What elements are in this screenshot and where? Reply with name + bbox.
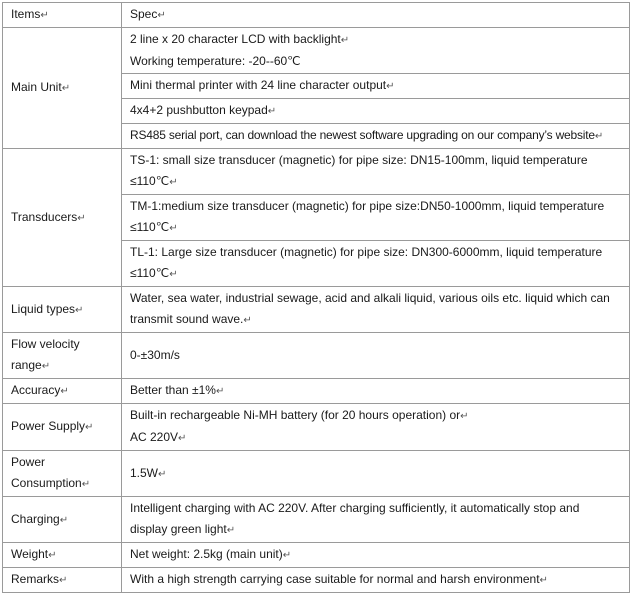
table-row (3, 28, 630, 74)
main-unit-label-cell (3, 28, 122, 149)
main-unit-lcd-cell (122, 28, 630, 74)
spec-table-container (2, 2, 629, 593)
paragraph-mark-icon: ↵ (77, 212, 86, 224)
flow-velocity-value: 0-±30m/s (130, 348, 180, 362)
accuracy-label-cell (3, 379, 122, 404)
liquid-types-line2: transmit sound wave. (130, 312, 244, 326)
power-supply-cell (122, 404, 630, 451)
paragraph-mark-icon: ↵ (59, 514, 69, 526)
paragraph-mark-icon: ↵ (386, 81, 395, 92)
table-row (3, 543, 630, 568)
table-row (3, 149, 630, 195)
liquid-types-label: Liquid types (11, 301, 76, 316)
header-items: Items (11, 7, 41, 21)
paragraph-mark-icon: ↵ (59, 575, 68, 586)
spec-table (2, 2, 630, 593)
paragraph-mark-icon: ↵ (85, 422, 94, 433)
paragraph-mark-icon: ↵ (460, 411, 469, 422)
paragraph-mark-icon: ↵ (169, 223, 178, 234)
paragraph-mark-icon: ↵ (40, 10, 49, 21)
liquid-types-label-cell (3, 287, 122, 333)
paragraph-mark-icon: ↵ (215, 386, 225, 397)
transducers-ts1-line2: ≤110℃ (130, 174, 170, 188)
paragraph-mark-icon: ↵ (169, 177, 178, 188)
weight-value: Net weight: 2.5kg (main unit) (130, 547, 283, 561)
paragraph-mark-icon: ↵ (75, 304, 84, 316)
transducers-tm1-cell (122, 195, 630, 241)
power-supply-line1: Built-in rechargeable Ni-MH battery (for 20 hours operation) or (130, 408, 461, 422)
remarks-label: Remarks (11, 572, 60, 586)
paragraph-mark-icon: ↵ (61, 83, 71, 94)
remarks-label-cell (3, 568, 122, 593)
power-consumption-value: 1.5W (130, 465, 159, 480)
table-row (3, 287, 630, 333)
power-consumption-label-line2: Consumption (11, 476, 82, 490)
table-row (3, 333, 630, 379)
flow-velocity-label-line1: Flow velocity (11, 337, 80, 351)
paragraph-mark-icon: ↵ (539, 575, 548, 586)
transducers-tl1-line1: TL-1: Large size transducer (magnetic) for pipe size: DN300-6000mm, liquid temperature (130, 245, 603, 259)
charging-line1: Intelligent charging with AC 220V. After charging sufficiently, it automatically stop and (130, 501, 580, 515)
power-supply-label: Power Supply (11, 419, 86, 433)
table-row (3, 379, 630, 404)
paragraph-mark-icon: ↵ (41, 361, 51, 372)
paragraph-mark-icon: ↵ (81, 479, 91, 490)
power-consumption-label-line1: Power (11, 455, 46, 469)
transducers-tm1-line1: TM-1:medium size transducer (magnetic) for pipe size:DN50-1000mm, liquid temperature (130, 199, 605, 213)
paragraph-mark-icon: ↵ (594, 131, 604, 142)
weight-label: Weight (11, 547, 49, 561)
flow-velocity-label-cell (3, 333, 122, 379)
transducers-label-cell (3, 149, 122, 287)
header-spec-cell (122, 3, 630, 28)
charging-line2: display green light (130, 522, 227, 536)
main-unit-serial-cell (122, 124, 630, 149)
flow-velocity-cell (122, 333, 630, 379)
table-row (3, 568, 630, 593)
paragraph-mark-icon: ↵ (157, 10, 166, 21)
accuracy-label: Accuracy (11, 383, 61, 397)
main-unit-label: Main Unit (11, 80, 62, 94)
remarks-value: With a high strength carrying case suitable for normal and harsh environment (130, 572, 540, 586)
header-spec: Spec (130, 7, 158, 21)
liquid-types-cell (122, 287, 630, 333)
paragraph-mark-icon: ↵ (178, 433, 187, 444)
table-row (3, 404, 630, 451)
transducers-tm1-line2: ≤110℃ (130, 220, 170, 234)
liquid-types-line1: Water, sea water, industrial sewage, acid and alkali liquid, various oils etc. liquid which can (130, 291, 610, 305)
paragraph-mark-icon: ↵ (60, 386, 69, 397)
power-consumption-cell (122, 451, 630, 497)
main-unit-printer-cell (122, 74, 630, 99)
power-supply-line2: AC 220V (130, 430, 179, 444)
charging-label: Charging (11, 511, 60, 526)
main-unit-serial: RS485 serial port, can download the newest software upgrading on our company’s website (130, 128, 595, 142)
main-unit-lcd-line2: Working temperature: -20--60℃ (130, 54, 301, 68)
paragraph-mark-icon: ↵ (158, 468, 167, 480)
table-row (3, 451, 630, 497)
paragraph-mark-icon: ↵ (169, 269, 178, 280)
transducers-ts1-cell (122, 149, 630, 195)
paragraph-mark-icon: ↵ (282, 550, 292, 561)
transducers-tl1-cell (122, 241, 630, 287)
power-supply-label-cell (3, 404, 122, 451)
weight-cell (122, 543, 630, 568)
header-items-cell (3, 3, 122, 28)
transducers-ts1-line1: TS-1: small size transducer (magnetic) for pipe size: DN15-100mm, liquid temperature (130, 153, 588, 167)
accuracy-value: Better than ±1% (130, 383, 216, 397)
transducers-tl1-line2: ≤110℃ (130, 266, 170, 280)
transducers-label: Transducers (11, 209, 78, 224)
main-unit-lcd-line1: 2 line x 20 character LCD with backlight (130, 32, 341, 46)
paragraph-mark-icon: ↵ (243, 315, 252, 326)
paragraph-mark-icon: ↵ (267, 106, 277, 117)
charging-label-cell (3, 497, 122, 543)
main-unit-keypad: 4x4+2 pushbutton keypad (130, 103, 268, 117)
flow-velocity-label-line2: range (11, 358, 42, 372)
table-row (3, 497, 630, 543)
main-unit-printer: Mini thermal printer with 24 line character output (130, 78, 387, 92)
power-consumption-label-cell (3, 451, 122, 497)
charging-cell (122, 497, 630, 543)
main-unit-keypad-cell (122, 99, 630, 124)
paragraph-mark-icon: ↵ (340, 35, 350, 46)
paragraph-mark-icon: ↵ (226, 525, 236, 536)
accuracy-cell (122, 379, 630, 404)
remarks-cell (122, 568, 630, 593)
table-row (3, 3, 630, 28)
weight-label-cell (3, 543, 122, 568)
paragraph-mark-icon: ↵ (48, 550, 57, 561)
